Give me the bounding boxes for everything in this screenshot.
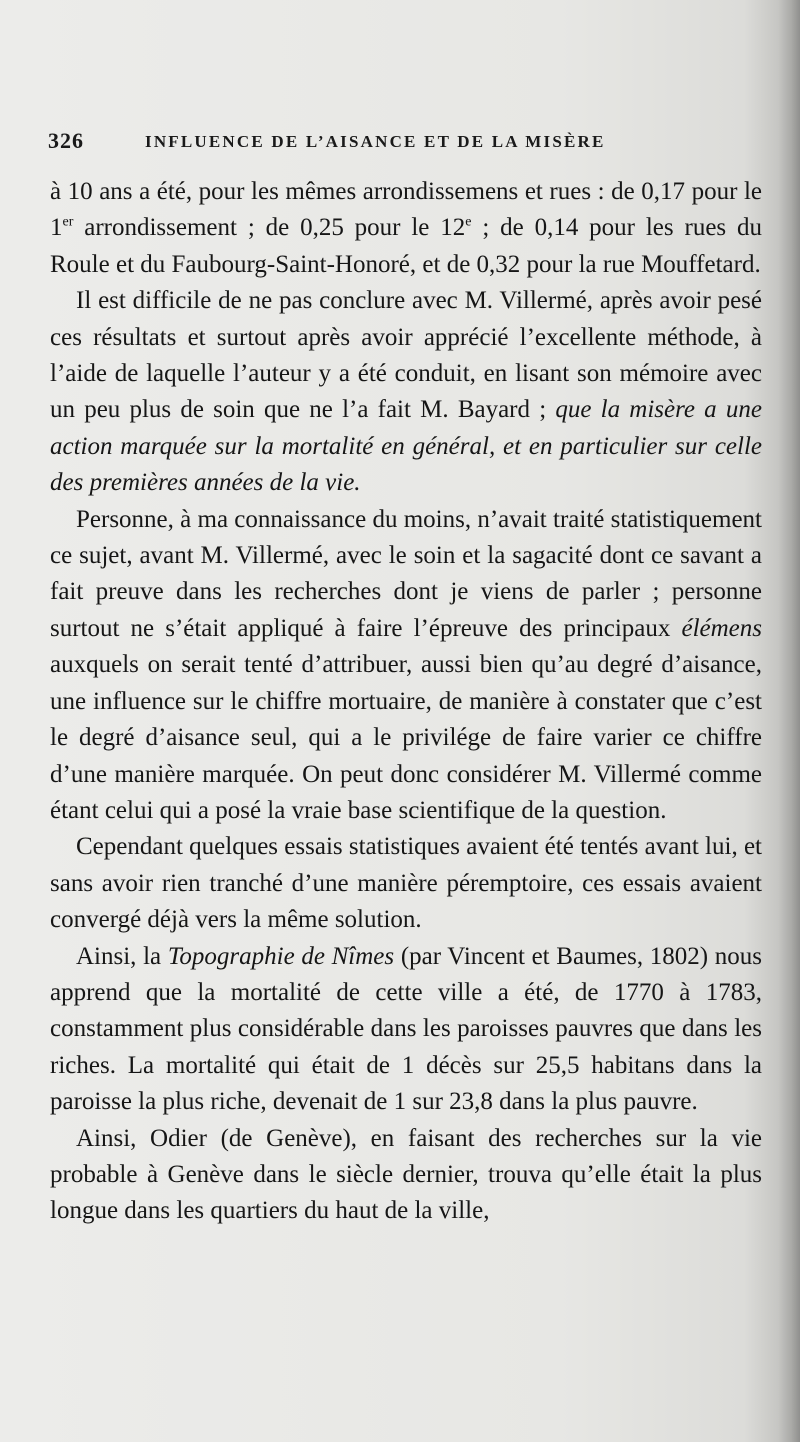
paragraph <box>50 283 762 501</box>
text-segment: Ainsi, la <box>76 942 168 970</box>
text-segment: (par Vincent et Baumes, 1802) nous apprend que la mortalité de cette ville a été, de 1770 à 1783, constamment plus considérable dans les paroisses pauvres que dans les riches. La mortalité qui était de 1 décès sur 25,5 habitans dans la paroisse la plus riche, devenait de 1 sur 23,8 dans la plus pauvre. <box>50 942 762 1116</box>
text-segment: arrondissement ; de 0,25 pour le 12 <box>73 214 466 242</box>
paragraph <box>50 939 762 1121</box>
superscript-text: er <box>62 215 74 231</box>
superscript-text: e <box>465 215 472 231</box>
text-segment: Ainsi, Odier (de Genève), en faisant des recherches sur la vie probable à Genève dans le siècle dernier, trouva qu’elle était la plus longue dans les quartiers du haut de la ville, <box>50 1124 762 1225</box>
page-gutter-shadow <box>778 0 800 1442</box>
italic-text: élémens <box>681 614 762 642</box>
paragraph <box>50 174 762 283</box>
paragraph <box>50 829 762 938</box>
text-segment: ; de 0,14 pour les rues du Roule et du Faubourg-Saint-Honoré, et de 0,32 pour la rue Mouffetard. <box>50 214 762 278</box>
paragraph <box>50 502 762 830</box>
text-segment: Cependant quelques essais statistiques avaient été tentés avant lui, et sans avoir rien tranché d’une manière péremptoire, ces essais avaient convergé déjà vers la même solution. <box>50 833 762 934</box>
text-segment: Il est difficile de ne pas conclure avec M. Villermé, après avoir pesé ces résultats et surtout après avoir apprécié l’excellente méthode, à l’aide de laquelle l’auteur y a été conduit, en lisant son mémoire avec un peu plus de soin que ne l’a fait M. Bayard ; <box>50 287 762 424</box>
page-number: 326 <box>48 128 84 153</box>
text-segment: auxquels on serait tenté d’attribuer, aussi bien qu’au degré d’aisance, une influence sur le chiffre mortuaire, de manière à constater que c’est le degré d’aisance seul, qui a le privilége de faire varier ce chiffre d’une manière marquée. On peut donc considérer M. Villermé comme étant celui qui a posé la vraie base scientifique de la question. <box>50 651 762 824</box>
italic-text: que la misère a une action marquée sur la mortalité en général, et en particulier sur celle des premières années de la vie. <box>50 396 762 497</box>
paragraph <box>50 1121 762 1230</box>
italic-text: Topographie de Nîmes <box>167 942 395 970</box>
page-header <box>48 128 688 160</box>
text-segment: Personne, à ma connaissance du moins, n’avait traité statistiquement ce sujet, avant M. Villermé, avec le soin et la sagacité dont ce savant a fait preuve dans les recherches dont je viens de parler ; personne surtout ne s’était appliqué à faire l’épreuve des principaux <box>50 505 762 642</box>
text-segment: à 10 ans a été, pour les mêmes arrondissemens et rues : de 0,17 pour le 1 <box>50 178 762 242</box>
body-text <box>50 174 762 1230</box>
running-title: INFLUENCE DE L’AISANCE ET DE LA MISÈRE <box>145 132 606 151</box>
